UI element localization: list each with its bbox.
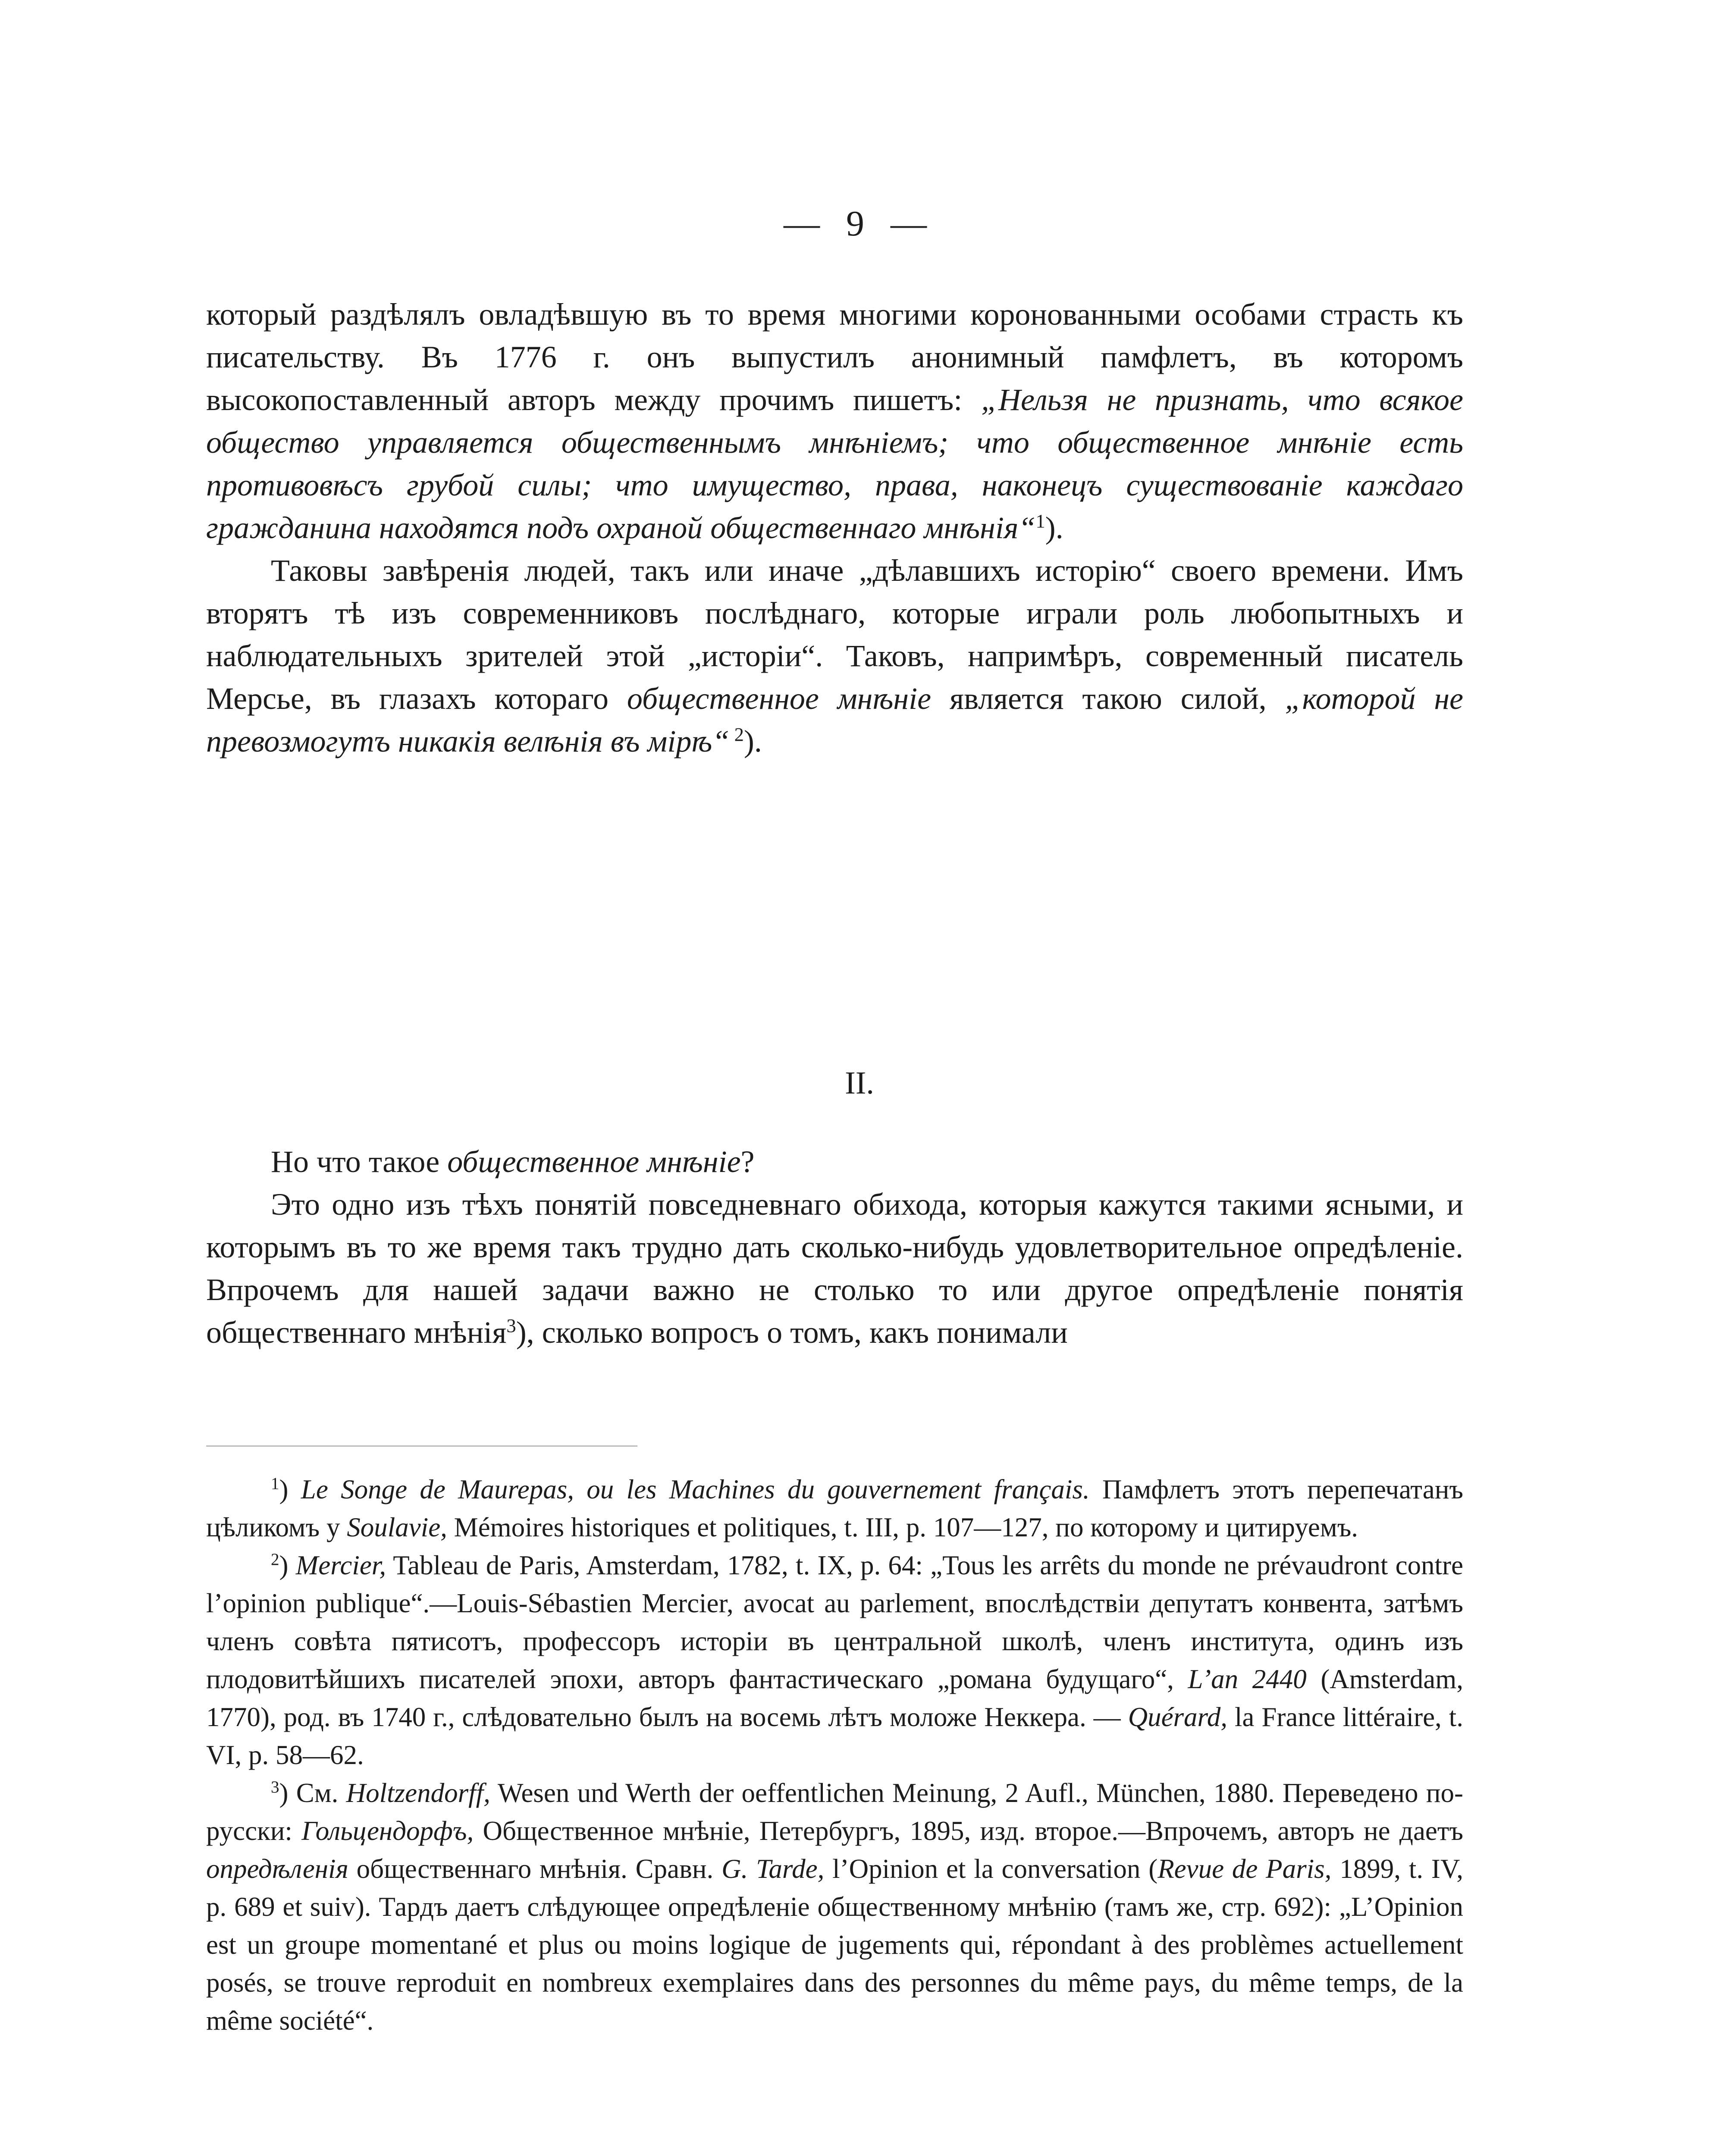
text-run: Таковы завѣренія людей, такъ или иначе „дѣлавшихъ исторію“ своего времени. Имъ вторятъ тѣ изъ современниковъ послѣднаго, которые играли роль любопытныхъ и наблюдательныхъ зрителей этой „исторіи“. Таковъ, напримѣръ, современный писатель Мерсье, въ глазахъ котораго [206, 553, 1463, 716]
italic-text: Mercier, [295, 1550, 386, 1580]
italic-text: „Нельзя не признать, что всякое общество управляется общественнымъ мнѣніемъ; что общественное мнѣніе есть противовѣсъ грубой силы; что имущество, права, наконецъ существованіе каждаго гражданина находятся подъ охраной общественнаго мнѣнія“ [206, 382, 1463, 545]
text-run: общественнаго мнѣнія. Сравн. [348, 1854, 722, 1884]
italic-text: общественное мнѣніе [627, 681, 932, 716]
italic-text: Гольцендорфъ, [301, 1816, 474, 1846]
text-run: является такою силой, [931, 681, 1285, 716]
text-run: Но что такое [271, 1144, 448, 1179]
main-text-bottom [206, 1141, 1463, 1354]
text-run: ), сколько вопросъ о томъ, какъ понимали [516, 1315, 1068, 1350]
text-run: Mémoires historiques et politiques, t. III, p. 107—127, по которому и цитируемъ. [447, 1512, 1358, 1542]
section-heading: II. [845, 1065, 874, 1101]
text-run: ) [279, 1550, 296, 1580]
footnote-marker: 1 [1035, 510, 1045, 532]
text-run: la France littéraire, t. VI, p. 58—62. [206, 1702, 1463, 1770]
text-run: Общественное мнѣніе, Петербургъ, 1895, изд. второе.—Впрочемъ, авторъ не даетъ [474, 1816, 1464, 1846]
italic-text: L’an 2440 [1188, 1664, 1307, 1694]
text-run: Это одно изъ тѣхъ понятій повседневнаго обихода, которыя кажутся такими ясными, и которымъ въ то же время такъ трудно дать сколько-нибудь удовлетворительное опредѣленіе. Впрочемъ для нашей задачи важно не столько то или другое опредѣленіе понятія общественнаго мнѣнія [206, 1187, 1463, 1350]
italic-text: общественное мнѣніе [447, 1144, 741, 1179]
text-run: ? [740, 1144, 755, 1179]
paragraph [206, 293, 1463, 549]
text-run: ). [743, 724, 762, 758]
paragraph [206, 1141, 1463, 1183]
italic-text: Le Songe de Maurepas, ou les Machines du gouvernement français. [301, 1474, 1090, 1504]
paragraph [206, 1183, 1463, 1354]
footnote-marker: 2 [729, 724, 744, 745]
footnote-marker: 2 [271, 1550, 279, 1569]
text-run: ). [1045, 511, 1063, 545]
text-run: ) См. [279, 1778, 346, 1808]
footnote [206, 1546, 1463, 1774]
footnote-marker: 3 [506, 1315, 516, 1336]
text-run: который раздѣлялъ овладѣвшую въ то время многими коронованными особами страсть къ писательству. Въ 1776 г. онъ выпустилъ анонимный памфлетъ, въ которомъ высокопоставленный авторъ между прочимъ пишетъ: [206, 297, 1463, 417]
italic-text: опредѣленія [206, 1854, 348, 1884]
footnotes [206, 1470, 1463, 2040]
text-run: Памфлетъ этотъ перепечатанъ цѣликомъ у [206, 1474, 1463, 1542]
footnote-marker: 3 [271, 1778, 279, 1796]
text-run: ) [279, 1474, 301, 1504]
italic-text: „которой не превозмогутъ никакія велѣнія въ мірѣ“ [206, 681, 1463, 758]
text-run: Wesen und Werth der oeffentlichen Meinung, 2 Aufl., München, 1880. Переведено по-русски: [206, 1778, 1463, 1846]
text-run: Tableau de Paris, Amsterdam, 1782, t. IX, p. 64: „Tous les arrêts du monde ne prévaudront contre l’opinion publique“.—Louis-Sébastien Mercier, avocat au parlement, впослѣдствіи депутатъ конвента, затѣмъ членъ совѣта пятисотъ, профессоръ исторіи въ центральной школѣ, членъ института, одинъ изъ плодовитѣйшихъ писателей эпохи, авторъ фантастическаго „романа будущаго“, [206, 1550, 1463, 1694]
italic-text: Soulavie, [347, 1512, 447, 1542]
page-number: — 9 — [784, 204, 935, 244]
text-run: (Amsterdam, 1770), род. въ 1740 г., слѣдовательно былъ на восемь лѣтъ моложе Неккера. — [206, 1664, 1463, 1732]
footnote-marker: 1 [271, 1474, 279, 1493]
italic-text: Quérard, [1128, 1702, 1227, 1732]
footnote [206, 1774, 1463, 2040]
text-run: l’Opinion et la conversation ( [824, 1854, 1158, 1884]
italic-text: Revue de Paris, [1158, 1854, 1332, 1884]
footnote [206, 1470, 1463, 1546]
main-text-top [206, 293, 1463, 763]
paragraph [206, 549, 1463, 763]
italic-text: G. Tarde, [721, 1854, 825, 1884]
footnote-divider [206, 1445, 637, 1447]
italic-text: Holtzendorff, [346, 1778, 490, 1808]
text-run: 1899, t. IV, p. 689 et suiv). Тардъ даетъ слѣдующее опредѣленіе общественному мнѣнію (тамъ же, стр. 692): „L’Opinion est un groupe momentané et plus ou moins logique de jugements qui, répondant à des problèmes actuellement posés, se trouve reproduit en nombreux exemplaires dans des personnes du même pays, du même temps, de la même société“. [206, 1854, 1463, 2036]
